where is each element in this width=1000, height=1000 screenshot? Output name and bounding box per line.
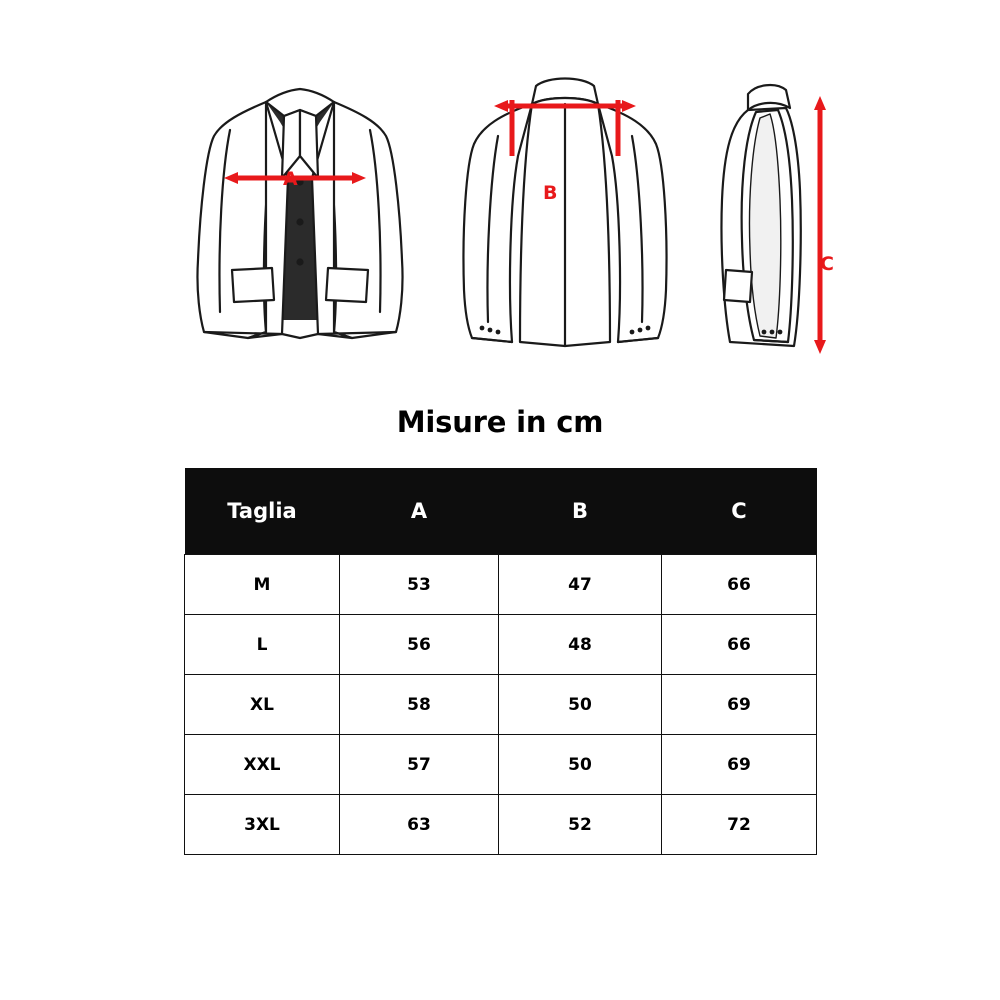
measure-label-b: B bbox=[543, 182, 558, 204]
jacket-side-view bbox=[690, 60, 850, 360]
measure-label-c: C bbox=[820, 253, 834, 275]
column-header-size: Taglia bbox=[185, 468, 340, 555]
measure-line-c bbox=[814, 96, 826, 354]
cell-b: 47 bbox=[499, 555, 662, 615]
measurement-unit-caption: Misure in cm bbox=[396, 405, 604, 439]
table-row bbox=[185, 795, 817, 855]
garment-illustrations bbox=[0, 60, 1000, 370]
cell-size: M bbox=[185, 555, 340, 615]
cell-a: 56 bbox=[340, 615, 499, 675]
column-header-a: A bbox=[340, 468, 499, 555]
cell-b: 50 bbox=[499, 735, 662, 795]
jacket-back-view bbox=[440, 60, 690, 360]
cell-b: 50 bbox=[499, 675, 662, 735]
column-header-b: B bbox=[499, 468, 662, 555]
cell-a: 58 bbox=[340, 675, 499, 735]
cell-a: 57 bbox=[340, 735, 499, 795]
cell-c: 72 bbox=[662, 795, 817, 855]
table-header-row bbox=[185, 468, 817, 555]
jacket-front-view bbox=[170, 60, 430, 360]
cell-c: 66 bbox=[662, 615, 817, 675]
cell-a: 53 bbox=[340, 555, 499, 615]
column-header-c: C bbox=[662, 468, 817, 555]
table-row bbox=[185, 735, 817, 795]
cell-size: L bbox=[185, 615, 340, 675]
cell-size: XXL bbox=[185, 735, 340, 795]
table-row bbox=[185, 615, 817, 675]
table-row bbox=[185, 675, 817, 735]
cell-size: 3XL bbox=[185, 795, 340, 855]
cell-b: 52 bbox=[499, 795, 662, 855]
cell-a: 63 bbox=[340, 795, 499, 855]
cell-size: XL bbox=[185, 675, 340, 735]
size-chart-table bbox=[184, 468, 817, 855]
cell-c: 69 bbox=[662, 735, 817, 795]
table-row bbox=[185, 555, 817, 615]
measure-label-a: A bbox=[283, 168, 298, 190]
cell-c: 69 bbox=[662, 675, 817, 735]
cell-c: 66 bbox=[662, 555, 817, 615]
cell-b: 48 bbox=[499, 615, 662, 675]
